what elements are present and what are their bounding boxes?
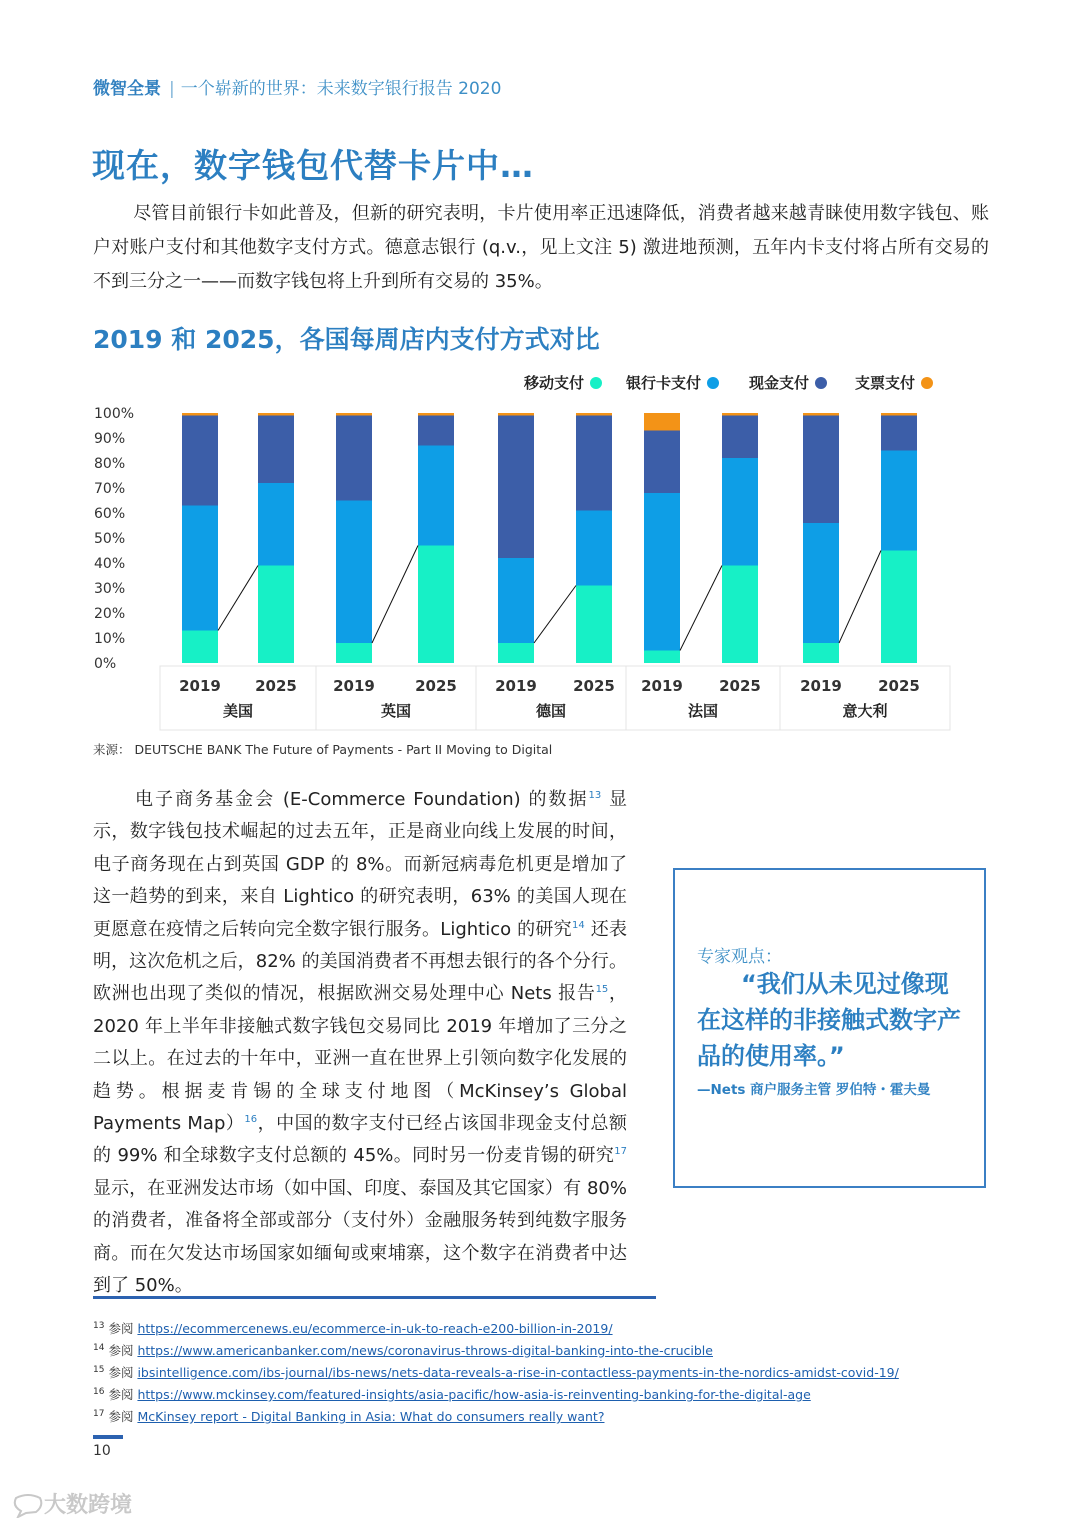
bar-segment (498, 413, 534, 416)
bar-segment (182, 631, 218, 664)
bar-segment (803, 523, 839, 643)
legend-label: 支票支付 (855, 374, 916, 392)
bar-segment (336, 416, 372, 501)
body-text-1: 电子商务基金会 (E-Commerce Foundation) 的数据 (133, 789, 589, 810)
bar-segment (336, 413, 372, 416)
body-text-4: ，2020 年上半年非接触式数字钱包交易同比 2019 年增加了三分之二以上。在过去的十年中，亚洲一直在世界上引领向数字化发展的趋势。根据麦肯锡的全球支付地图（McKinsey’s Global Payments Map） (93, 983, 627, 1135)
body-text-5: ，中国的数字支付已经占该国非现金支付总额的 99% 和全球数字支付总额的 45%。同时另一份麦肯锡的研究 (93, 1113, 627, 1167)
axis-table-border (160, 666, 950, 730)
bar-segment (498, 558, 534, 643)
bar-segment (722, 566, 758, 664)
y-tick-label: 10% (94, 631, 126, 647)
y-tick-label: 100% (94, 406, 135, 422)
bar-segment (258, 413, 294, 416)
bar-segment (722, 413, 758, 416)
bar-segment (418, 413, 454, 416)
x-tick-label: 2019 (800, 677, 842, 695)
bar-segment (258, 483, 294, 566)
bar-segment (498, 416, 534, 559)
legend-swatch (815, 377, 827, 389)
bar-segment (576, 511, 612, 586)
bar-segment (803, 416, 839, 524)
bar-segment (576, 416, 612, 511)
intro-text: 尽管目前银行卡如此普及，但新的研究表明，卡片使用率正迅速降低，消费者越来越青睐使用数字钱包、账户对账户支付和其他数字支付方式。德意志银行 (q.v.，见上文注 5) 激进地预测，五年内卡支付将占所有交易的不到三分之一——而数字钱包将上升到所有交易的 35%。 (93, 203, 989, 292)
footnote-prefix: 参阅 (108, 1321, 134, 1336)
y-tick-label: 40% (94, 556, 126, 572)
footnote-ref-14[interactable]: 14 (571, 919, 585, 931)
group-label: 英国 (380, 702, 412, 720)
legend-swatch (921, 377, 933, 389)
bar-segment (576, 586, 612, 664)
bar-segment (722, 458, 758, 566)
footnote-number: 17 (93, 1408, 105, 1419)
bar-segment (881, 413, 917, 416)
x-tick-label: 2025 (719, 677, 761, 695)
expert-quote-box (673, 868, 986, 1188)
y-tick-label: 60% (94, 506, 126, 522)
footnote-prefix: 参阅 (108, 1409, 134, 1424)
footnote-number: 13 (93, 1320, 105, 1331)
x-tick-label: 2025 (878, 677, 920, 695)
bar-segment (182, 416, 218, 506)
bar-segment (418, 416, 454, 446)
x-tick-label: 2025 (573, 677, 615, 695)
footnote-ref-15[interactable]: 15 (595, 984, 609, 996)
x-tick-label: 2019 (495, 677, 537, 695)
footnote-divider (93, 1296, 656, 1299)
x-tick-label: 2019 (333, 677, 375, 695)
header-report-title: 一个崭新的世界：未来数字银行报告 2020 (180, 79, 502, 99)
y-tick-label: 80% (94, 456, 126, 472)
footnote-link[interactable]: https://www.americanbanker.com/news/coronavirus-throws-digital-banking-into-the-crucible (137, 1343, 713, 1358)
body-text-3: 还表明，这次危机之后，82% 的美国消费者不再想去银行的各个分行。欧洲也出现了类似的情况，根据欧洲交易处理中心 Nets 报告 (93, 918, 627, 1005)
header-brand: 微智全景 (93, 79, 161, 99)
footnote-ref-17[interactable]: 17 (614, 1146, 627, 1158)
page-number-bar (93, 1435, 123, 1439)
footnote-number: 16 (93, 1386, 105, 1397)
quote-author: —Nets 商户服务主管 罗伯特・霍夫曼 (697, 1082, 931, 1098)
footnote-link[interactable]: https://www.mckinsey.com/featured-insights/asia-pacific/how-asia-is-reinventing-banking-for-the-digital-age (137, 1387, 811, 1402)
footnote-16 (93, 1384, 899, 1406)
bar-segment (644, 413, 680, 431)
footnote-number: 15 (93, 1364, 105, 1375)
bar-segment (881, 451, 917, 551)
quote-text (697, 966, 972, 1074)
x-tick-label: 2019 (179, 677, 221, 695)
legend-label: 移动支付 (524, 374, 585, 392)
x-tick-label: 2025 (255, 677, 297, 695)
bar-segment (644, 651, 680, 664)
body-text-6: 显示，在亚洲发达市场（如中国、印度、泰国及其它国家）有 80% 的消费者，准备将全部或部分（支付外）金融服务转到纯数字服务商。而在欠发达市场国家如缅甸或柬埔寨，这个数字在消费者中达到了 50%。 (93, 1177, 627, 1297)
chat-bubble-icon (12, 1494, 44, 1518)
footnote-prefix: 参阅 (108, 1365, 134, 1380)
group-label: 德国 (535, 702, 567, 720)
legend-label: 银行卡支付 (626, 374, 702, 392)
footnote-14 (93, 1340, 899, 1362)
group-label: 法国 (687, 702, 719, 720)
footnote-link[interactable]: McKinsey report - Digital Banking in Asia: What do consumers really want? (137, 1409, 605, 1424)
footnote-13 (93, 1318, 899, 1340)
bar-segment (498, 643, 534, 663)
bar-segment (336, 501, 372, 644)
y-tick-label: 30% (94, 581, 126, 597)
bar-segment (803, 413, 839, 416)
watermark-text: 大数跨境 (44, 1493, 133, 1518)
legend-swatch (590, 377, 602, 389)
y-tick-label: 0% (94, 656, 117, 672)
bar-segment (182, 506, 218, 631)
y-tick-label: 50% (94, 531, 126, 547)
footnote-prefix: 参阅 (108, 1343, 134, 1358)
footnote-link[interactable]: ibsintelligence.com/ibs-journal/ibs-news/nets-data-reveals-a-rise-in-contactless-payments-in-the-nordics-amidst-covid-19/ (137, 1365, 899, 1380)
bar-segment (258, 416, 294, 484)
body-paragraph (93, 784, 627, 1303)
footnote-link[interactable]: https://ecommercenews.eu/ecommerce-in-uk-to-reach-e200-billion-in-2019/ (137, 1321, 613, 1336)
x-tick-label: 2025 (415, 677, 457, 695)
bar-segment (644, 431, 680, 494)
trend-connector-line (218, 566, 258, 631)
quote-body: “我们从未见过像现在这样的非接触式数字产品的使用率。” (697, 970, 961, 1070)
legend-label: 现金支付 (749, 374, 810, 392)
footnote-17 (93, 1406, 899, 1428)
y-tick-label: 20% (94, 606, 126, 622)
intro-paragraph (93, 197, 989, 299)
header-separator: | (169, 79, 175, 99)
footnote-15 (93, 1362, 899, 1384)
bar-segment (881, 416, 917, 451)
page-number: 10 (93, 1443, 111, 1459)
group-label: 意大利 (842, 702, 888, 720)
bar-segment (418, 546, 454, 664)
footnote-number: 14 (93, 1342, 105, 1353)
bar-segment (258, 566, 294, 664)
trend-connector-line (680, 566, 722, 651)
footnotes (93, 1318, 899, 1428)
footnote-prefix: 参阅 (108, 1387, 134, 1402)
group-label: 美国 (222, 702, 254, 720)
legend-swatch (707, 377, 719, 389)
footnote-ref-13[interactable]: 13 (588, 790, 602, 801)
bar-segment (803, 643, 839, 663)
trend-connector-line (534, 586, 576, 644)
bar-segment (418, 446, 454, 546)
chart-source: 来源： DEUTSCHE BANK The Future of Payments - Part II Moving to Digital (93, 742, 553, 757)
chart-title: 2019 和 2025，各国每周店内支付方式对比 (93, 325, 600, 354)
footnote-ref-16[interactable]: 16 (244, 1114, 258, 1126)
quote-label: 专家观点： (697, 947, 782, 967)
y-tick-label: 70% (94, 481, 126, 497)
bar-segment (881, 551, 917, 664)
page-title: 现在，数字钱包代替卡片中… (92, 146, 534, 185)
bar-segment (722, 416, 758, 459)
trend-connector-line (839, 551, 881, 644)
bar-segment (336, 643, 372, 663)
x-tick-label: 2019 (641, 677, 683, 695)
watermark (12, 1488, 132, 1519)
bar-segment (644, 493, 680, 651)
stacked-bar-chart (88, 364, 958, 736)
bar-segment (182, 413, 218, 416)
page-header (93, 74, 501, 99)
y-tick-label: 90% (94, 431, 126, 447)
bar-segment (576, 413, 612, 416)
body-text-2: 显示，数字钱包技术崛起的过去五年，正是商业向线上发展的时间，电子商务现在占到英国 GDP 的 8%。而新冠病毒危机更是增加了这一趋势的到来，来自 Lightico 的研究表明，63% 的美国人现在更愿意在疫情之后转向完全数字银行服务。Lightico 的研究 (93, 789, 627, 940)
trend-connector-line (372, 546, 418, 644)
